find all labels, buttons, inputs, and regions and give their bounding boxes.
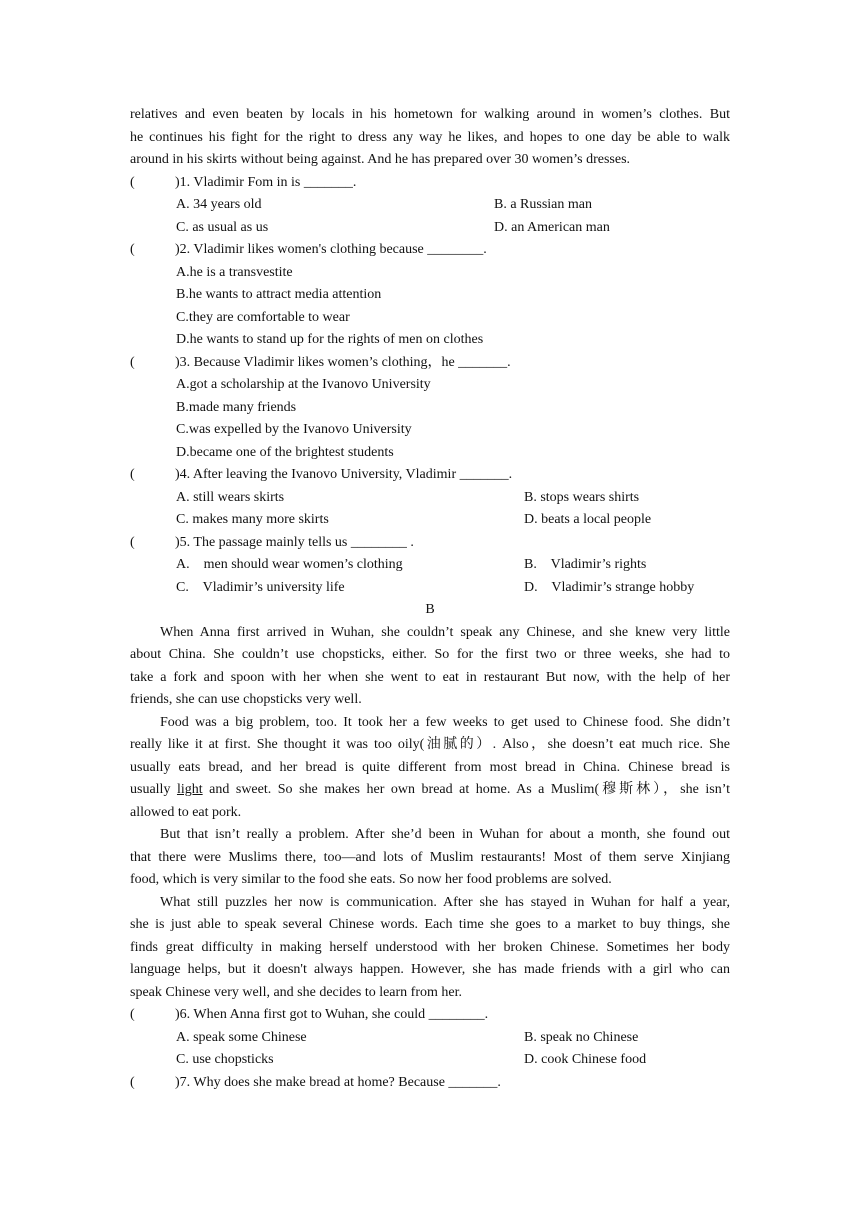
options-row [130, 217, 730, 240]
document-body [130, 104, 730, 1094]
paragraph-line: Food was a big problem, too. It took her a few weeks to get used to Chinese food. She didn’t [160, 714, 730, 730]
paragraph-line: speak Chinese very well, and she decides to learn from her. [130, 984, 463, 1000]
paragraph-line: finds great difficulty in making herself understood with her broken Chinese. Sometimes her body [130, 939, 730, 955]
paragraph-line: When Anna first arrived in Wuhan, she couldn’t speak any Chinese, and she knew very little [160, 624, 730, 640]
paragraph-line: usually eats bread, and her bread is quite different from most bread in China. Chinese bread is [130, 759, 730, 775]
question-2 [130, 239, 730, 262]
option-b: B.made many friends [176, 399, 297, 415]
options-row [130, 1027, 730, 1050]
paragraph-line: about China. She couldn’t use chopsticks, either. So for the first two or three weeks, she had to [130, 647, 730, 662]
options-row [130, 509, 730, 532]
question-3 [130, 352, 730, 375]
option-b: B.he wants to attract media attention [176, 287, 382, 302]
option-d: D. cook Chinese food [524, 1052, 647, 1067]
answer-paren[interactable]: ( [130, 242, 135, 257]
question-stem: )3. Because Vladimir likes women’s clothing，he _______. [175, 354, 511, 370]
option-c: C.they are comfortable to wear [176, 309, 350, 325]
option-c: C.was expelled by the Ivanovo University [176, 422, 412, 437]
question-stem: )6. When Anna first got to Wuhan, she could ________. [175, 1007, 489, 1022]
option-a: A.he is a transvestite [176, 264, 293, 280]
option-b: B. a Russian man [494, 197, 592, 212]
paragraph-line: friends, she can use chopsticks very well. [130, 692, 362, 707]
text-span: usually [130, 782, 177, 797]
paragraph-line: take a fork and spoon with her when she went to eat in restaurant But now, with the help of her [130, 669, 730, 685]
option-b: B. speak no Chinese [524, 1029, 639, 1045]
answer-paren[interactable]: ( [130, 467, 135, 482]
question-stem: )5. The passage mainly tells us ________ . [175, 534, 414, 550]
option-c: C. Vladimir’s university life [176, 579, 345, 595]
option-d: D.became one of the brightest students [176, 444, 394, 460]
option-d: D. Vladimir’s strange hobby [524, 579, 695, 595]
question-5 [130, 532, 730, 555]
question-7 [130, 1072, 730, 1095]
underlined-word: light [176, 782, 203, 797]
options-row [130, 577, 730, 600]
option-a: A. 34 years old [176, 197, 262, 212]
question-4 [130, 464, 730, 487]
paragraph-line: she is just able to speak several Chinese words. Each time she goes to a market to buy things, she [130, 917, 730, 932]
options-row [130, 1049, 730, 1072]
text-span: and sweet. So she makes her own bread at home. As a Muslim(穆斯林），she isn’t [202, 782, 730, 797]
paragraph-line: language helps, but it doesn't always happen. However, she has made friends with a girl who can [130, 962, 730, 977]
answer-paren[interactable]: ( [130, 354, 135, 370]
passage-a-line: he continues his fight for the right to dress any way he likes, and hopes to one day be able to walk [130, 129, 730, 145]
option-d: D. an American man [494, 219, 610, 235]
option-a: A. still wears skirts [176, 489, 285, 505]
paragraph-line: What still puzzles her now is communication. After she has stayed in Wuhan for half a year, [160, 894, 730, 910]
question-stem: )7. Why does she make bread at home? Because _______. [175, 1074, 501, 1090]
option-c: C. use chopsticks [176, 1052, 274, 1067]
answer-paren[interactable]: ( [130, 1007, 135, 1022]
option-d: D.he wants to stand up for the rights of men on clothes [176, 332, 484, 347]
option-a: A. speak some Chinese [176, 1029, 307, 1045]
option-a: A. men should wear women’s clothing [176, 557, 403, 572]
question-stem: )1. Vladimir Fom in is _______. [175, 174, 357, 190]
paragraph-line [130, 779, 730, 802]
passage-a-line: around in his skirts without being against. And he has prepared over 30 women’s dresses. [130, 152, 631, 167]
option-b: B. Vladimir’s rights [524, 557, 647, 572]
question-stem: )2. Vladimir likes women's clothing because ________. [175, 242, 487, 257]
passage-a-line: relatives and even beaten by locals in his hometown for walking around in women’s clothes. But [130, 107, 730, 122]
paragraph-line: But that isn’t really a problem. After she’d been in Wuhan for about a month, she found out [160, 827, 730, 842]
options-row [130, 487, 730, 510]
answer-paren[interactable]: ( [130, 174, 135, 190]
option-c: C. makes many more skirts [176, 512, 329, 527]
option-b: B. stops wears shirts [524, 489, 640, 505]
paragraph-line: food, which is very similar to the food she eats. So now her food problems are solved. [130, 872, 612, 887]
paragraph-line: really like it at first. She thought it was too oily(油腻的）. Also，she doesn’t eat much rice. She [130, 737, 730, 752]
answer-paren[interactable]: ( [130, 534, 135, 550]
question-6 [130, 1004, 730, 1027]
question-stem: )4. After leaving the Ivanovo University, Vladimir _______. [175, 467, 513, 482]
option-c: C. as usual as us [176, 219, 269, 235]
paragraph-line: that there were Muslims there, too—and lots of Muslim restaurants! Most of them serve Xinjiang [130, 849, 730, 865]
paragraph-line: allowed to eat pork. [130, 804, 242, 820]
option-a: A.got a scholarship at the Ivanovo University [176, 377, 431, 392]
answer-paren[interactable]: ( [130, 1074, 135, 1090]
options-row [130, 194, 730, 217]
options-row [130, 554, 730, 577]
section-heading: B [425, 602, 435, 617]
question-1 [130, 172, 730, 195]
option-d: D. beats a local people [524, 512, 652, 527]
